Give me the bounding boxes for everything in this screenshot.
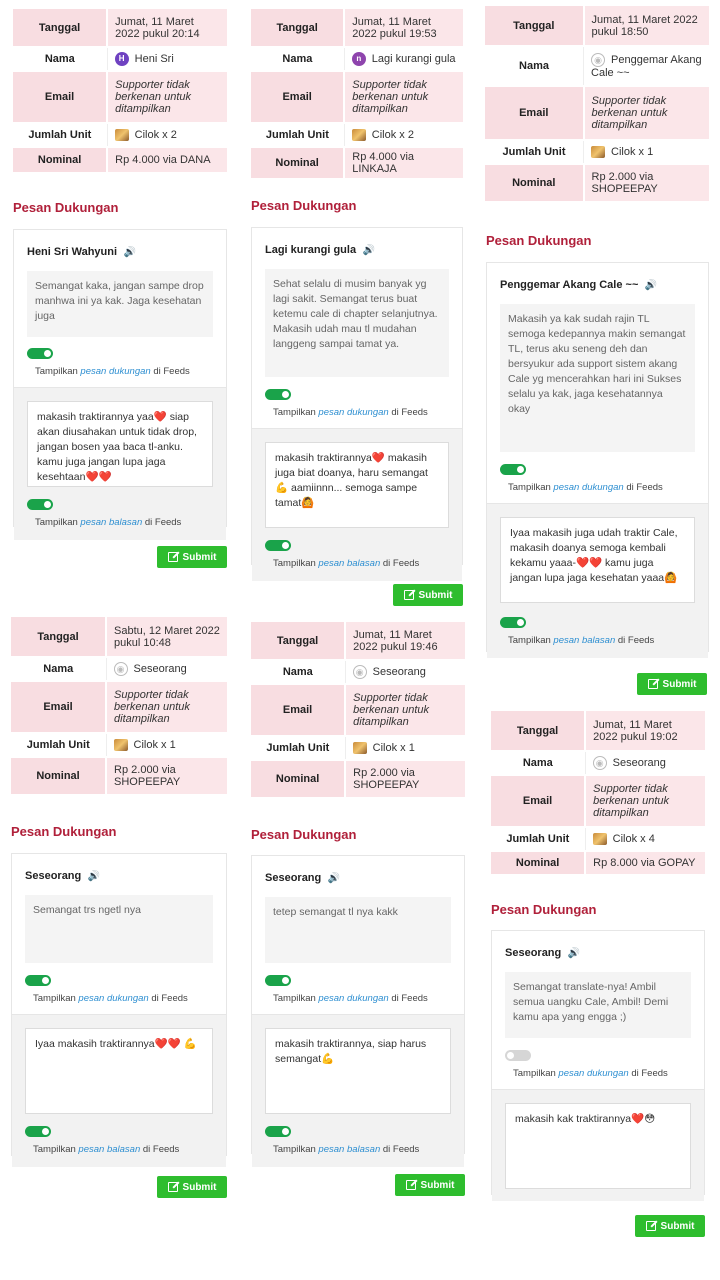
value-tanggal: Jumat, 11 Maret 2022 pukul 19:46 [345,622,465,660]
speaker-icon[interactable]: 🔊 [123,247,136,258]
edit-icon [168,1182,178,1192]
label-jumlah-unit: Jumlah Unit [251,123,344,147]
value-nama: Heni Sri [134,52,174,65]
show-reply-toggle[interactable] [500,617,526,628]
user-avatar-icon: ◉ [114,662,128,676]
cilok-icon [114,739,128,751]
support-message: Makasih ya kak sudah rajin TL semoga kedepannya makin semangat TL, terus aku seneng deh dan bersyukur ada support sistem akang Cale yg mencerahkan hari ini Sukses selalu ya kak, jaga kesehatannya okay [500,304,695,452]
value-nama: Seseorang [612,756,666,769]
label-email: Email [485,86,584,140]
show-reply-toggle[interactable] [265,540,291,551]
reply-textarea[interactable]: makasih traktirannya, siap harus semangat💪 [265,1028,451,1114]
toggle-label: Tampilkan pesan dukungan di Feeds [508,482,663,493]
label-jumlah-unit: Jumlah Unit [11,733,106,757]
support-card [491,930,705,1195]
value-tanggal: Sabtu, 12 Maret 2022 pukul 10:48 [106,617,227,657]
value-tanggal: Jumat, 11 Maret 2022 pukul 19:53 [344,9,463,47]
show-reply-toggle[interactable] [27,499,53,510]
donation-info-table-1 [13,9,227,174]
label-email: Email [491,775,585,827]
toggle-label: Tampilkan pesan balasan di Feeds [273,1144,420,1155]
label-nama: Nama [485,46,584,86]
support-card [11,853,227,1156]
value-email: Supporter tidak berkenan untuk ditampilkan [106,681,227,733]
submit-button[interactable]: Submit [395,1174,465,1196]
value-nama: Seseorang [372,665,426,678]
submit-button[interactable]: Submit [157,1176,227,1198]
toggle-label: Tampilkan pesan dukungan di Feeds [273,407,428,418]
speaker-icon[interactable]: 🔊 [567,948,581,959]
section-title: Pesan Dukungan [11,824,117,839]
donation-info-table-3 [485,6,709,203]
label-tanggal: Tanggal [13,9,107,47]
support-message: tetep semangat tl nya kakk [265,897,451,963]
value-tanggal: Jumat, 11 Maret 2022 pukul 19:02 [585,711,705,751]
edit-icon [404,590,414,600]
value-unit: Cilok x 1 [372,741,415,754]
label-nama: Nama [251,660,345,684]
section-title: Pesan Dukungan [491,902,597,917]
show-reply-toggle[interactable] [25,1126,51,1137]
toggle-label: Tampilkan pesan balasan di Feeds [508,635,655,646]
supporter-name: Seseorang [505,947,562,959]
section-title: Pesan Dukungan [251,827,357,842]
support-message: Semangat translate-nya! Ambil semua uangku Cale, Ambil! Demi kamu apa yang engga ;) [505,972,691,1038]
cilok-icon [591,146,605,158]
user-avatar-icon: ◉ [353,665,367,679]
cilok-icon [115,129,129,141]
value-nama: Lagi kurangi gula [371,52,456,65]
label-nominal: Nominal [251,760,345,798]
label-tanggal: Tanggal [11,617,106,657]
label-jumlah-unit: Jumlah Unit [491,827,585,851]
toggle-label: Tampilkan pesan balasan di Feeds [35,517,182,528]
value-email: Supporter tidak berkenan untuk ditampilkan [107,71,227,123]
label-nominal: Nominal [485,164,584,202]
edit-icon [406,1180,416,1190]
user-avatar-icon: ◉ [591,53,605,67]
show-message-toggle[interactable] [265,389,291,400]
reply-textarea[interactable]: makasih traktirannya❤️ makasih juga biat doanya, haru semangat💪 aamiinnn... semoga sampe tamat🙆 [265,442,449,528]
label-nama: Nama [13,47,107,71]
label-nominal: Nominal [13,147,107,173]
support-message: Semangat kaka, jangan sampe drop manhwa ini ya kak. Jaga kesehatan juga [27,271,213,337]
label-tanggal: Tanggal [485,6,584,46]
label-jumlah-unit: Jumlah Unit [251,736,345,760]
value-unit: Cilok x 2 [134,128,177,141]
toggle-label: Tampilkan pesan balasan di Feeds [273,558,420,569]
value-unit: Cilok x 2 [371,128,414,141]
label-email: Email [13,71,107,123]
value-nominal: Rp 2.000 via SHOPEEPAY [106,757,227,795]
value-nominal: Rp 8.000 via GOPAY [585,851,705,875]
label-email: Email [251,684,345,736]
label-tanggal: Tanggal [491,711,585,751]
section-title: Pesan Dukungan [486,233,592,248]
value-nama: Seseorang [133,662,187,675]
support-message: Semangat trs ngetl nya [25,895,213,963]
section-title: Pesan Dukungan [13,200,119,215]
value-tanggal: Jumat, 11 Maret 2022 pukul 18:50 [584,6,709,46]
donation-info-table-6 [491,711,705,876]
donation-info-table-2 [251,9,463,180]
donation-info-table-5 [251,622,465,799]
submit-button[interactable]: Submit [157,546,227,568]
value-email: Supporter tidak berkenan untuk ditampilkan [345,684,465,736]
cilok-icon [352,129,366,141]
edit-icon [646,1221,656,1231]
value-tanggal: Jumat, 11 Maret 2022 pukul 20:14 [107,9,227,47]
show-reply-toggle[interactable] [265,1126,291,1137]
speaker-icon[interactable]: 🔊 [362,245,375,256]
edit-icon [168,552,178,562]
supporter-name: Penggemar Akang Cale ~~ [500,279,639,291]
label-jumlah-unit: Jumlah Unit [13,123,107,147]
label-email: Email [11,681,106,733]
supporter-name: Heni Sri Wahyuni [27,246,118,258]
value-email: Supporter tidak berkenan untuk ditampilkan [584,86,709,140]
reply-textarea[interactable]: Iyaa makasih juga udah traktir Cale, makasih doanya semoga kembali kekamu yaaa-❤️❤️ kamu juga jangan lupa jaga kesehatan yaaa🙆 [500,517,695,603]
reply-textarea[interactable]: makasih traktirannya yaa❤️ siap akan diusahakan untuk tidak drop, jangan bosen yaa baca tl-anku. kamu juga jangan lupa jaga kesehtaan❤️❤️ [27,401,213,487]
label-nominal: Nominal [11,757,106,795]
value-unit: Cilok x 1 [611,145,654,158]
reply-textarea[interactable]: Iyaa makasih traktirannya❤️❤️ 💪 [25,1028,213,1114]
show-message-toggle[interactable] [265,975,291,986]
label-email: Email [251,71,344,123]
submit-button[interactable]: Submit [635,1215,705,1237]
support-message: Sehat selalu di musim banyak yg lagi sakit. Semangat terus buat ketemu cale di chapter selanjutnya. Makasih udah mau tl mudahan langgeng sampai tamat ya. [265,269,449,377]
value-nominal: Rp 4.000 via DANA [107,147,227,173]
edit-icon [648,679,658,689]
value-unit: Cilok x 4 [612,832,655,845]
supporter-name: Seseorang [265,872,322,884]
section-title: Pesan Dukungan [251,198,357,213]
toggle-label: Tampilkan pesan balasan di Feeds [33,1144,180,1155]
supporter-name: Seseorang [25,870,82,882]
label-nominal: Nominal [251,147,344,179]
cilok-icon [353,742,367,754]
speaker-icon[interactable]: 🔊 [87,871,101,882]
avatar-icon: H [115,52,129,66]
toggle-label: Tampilkan pesan dukungan di Feeds [513,1068,668,1079]
label-tanggal: Tanggal [251,9,344,47]
label-nama: Nama [11,657,106,681]
label-tanggal: Tanggal [251,622,345,660]
value-nominal: Rp 2.000 via SHOPEEPAY [584,164,709,202]
value-nama: Penggemar Akang Cale ~~ [591,53,702,79]
toggle-label: Tampilkan pesan dukungan di Feeds [273,993,428,1004]
value-nominal: Rp 2.000 via SHOPEEPAY [345,760,465,798]
value-unit: Cilok x 1 [133,738,176,751]
submit-button[interactable]: Submit [393,584,463,606]
value-nominal: Rp 4.000 via LINKAJA [344,147,463,179]
value-email: Supporter tidak berkenan untuk ditampilkan [585,775,705,827]
value-email: Supporter tidak berkenan untuk ditampilkan [344,71,463,123]
label-nominal: Nominal [491,851,585,875]
show-message-toggle[interactable] [505,1050,531,1061]
support-card [251,227,463,569]
user-avatar-icon: ◉ [593,756,607,770]
show-message-toggle[interactable] [500,464,526,475]
label-nama: Nama [491,751,585,775]
submit-button[interactable]: Submit [637,673,707,695]
support-card [13,229,227,527]
cilok-icon [593,833,607,845]
speaker-icon[interactable]: 🔊 [644,280,658,291]
show-message-toggle[interactable] [27,348,53,359]
support-card [251,855,465,1154]
toggle-label: Tampilkan pesan dukungan di Feeds [35,366,190,377]
avatar-icon: n [352,52,366,66]
show-message-toggle[interactable] [25,975,51,986]
label-jumlah-unit: Jumlah Unit [485,140,584,164]
support-card [486,262,709,652]
donation-info-table-4 [11,617,227,796]
reply-textarea[interactable]: makasih kak traktirannya❤️😳 [505,1103,691,1189]
speaker-icon[interactable]: 🔊 [327,873,341,884]
toggle-label: Tampilkan pesan dukungan di Feeds [33,993,188,1004]
supporter-name: Lagi kurangi gula [265,244,357,256]
label-nama: Nama [251,47,344,71]
